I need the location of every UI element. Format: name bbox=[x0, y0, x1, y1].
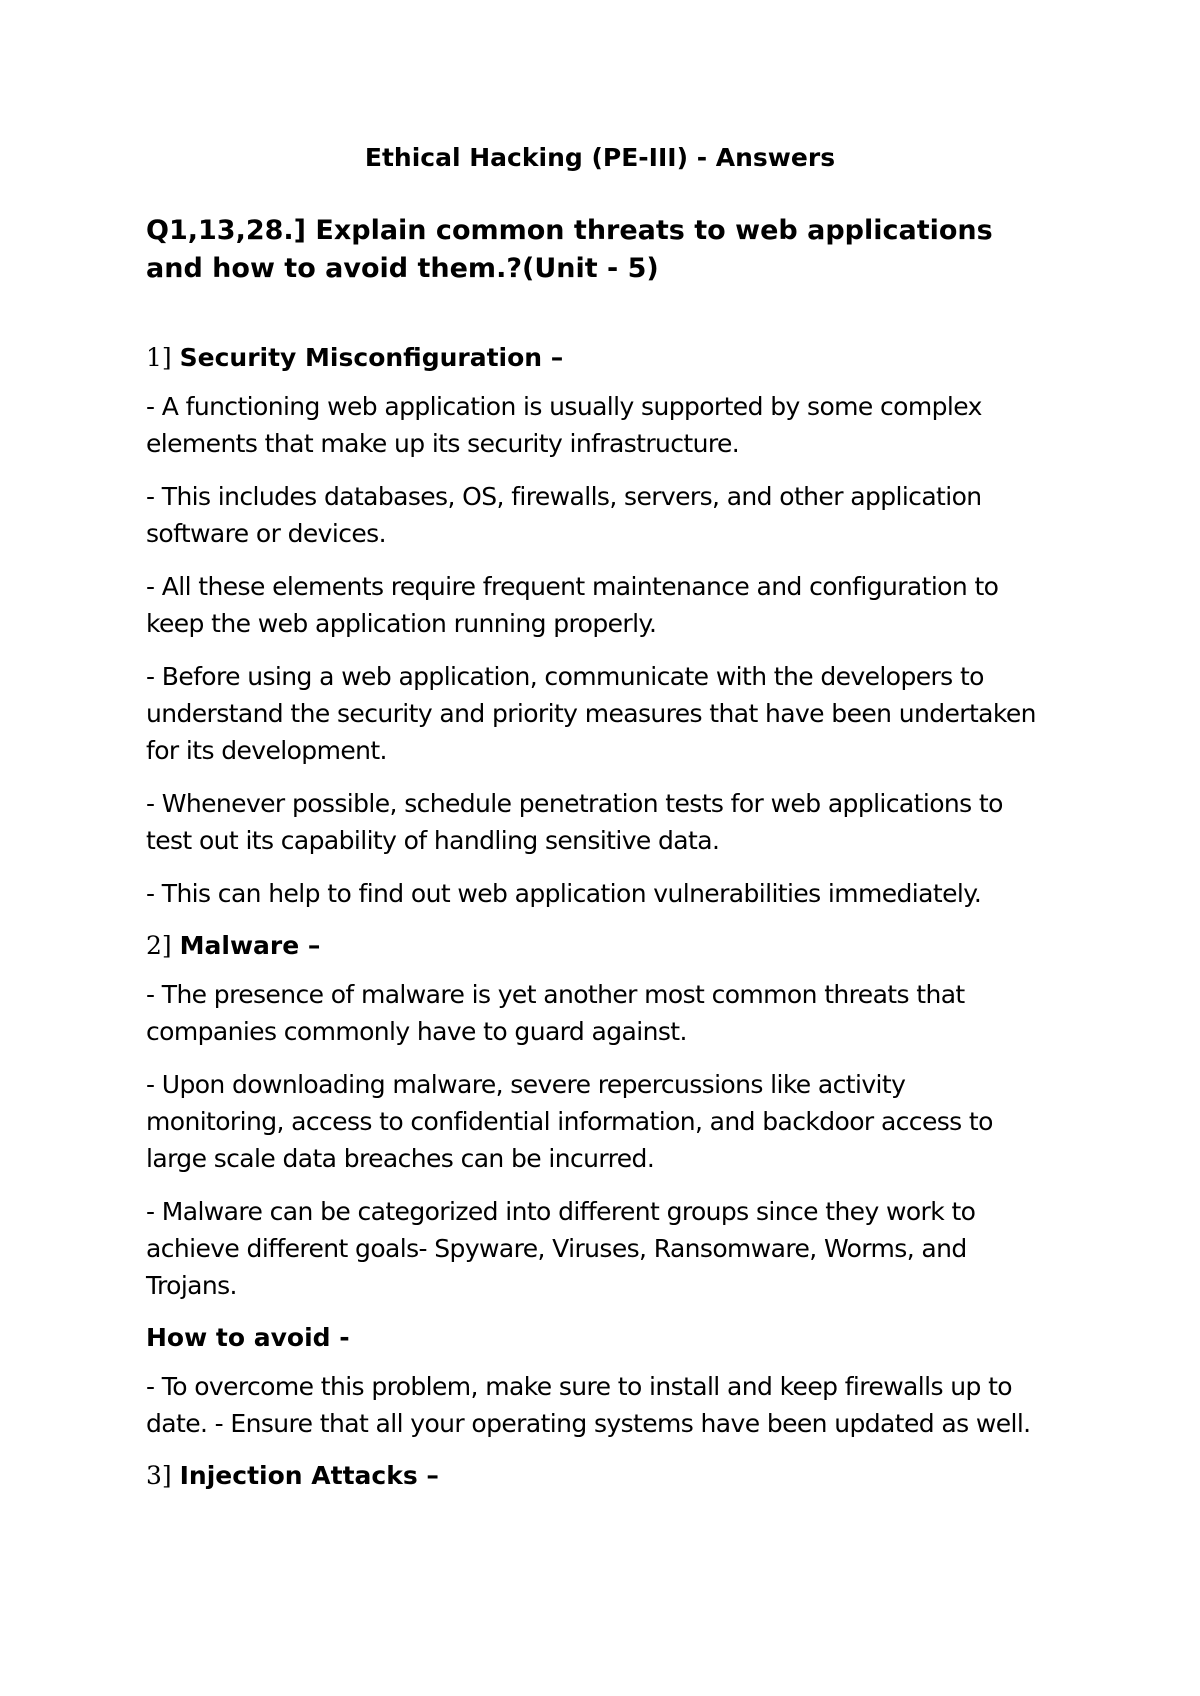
question-heading: Q1,13,28.] Explain common threats to web applications and how to avoid them.?(Unit - 5) bbox=[146, 215, 993, 284]
section-title: Security Misconfiguration – bbox=[179, 343, 564, 372]
paragraph: - Before using a web application, communicate with the developers to understand the security and priority measures that have been undertaken for its development. bbox=[146, 662, 1036, 765]
document-body bbox=[146, 140, 1046, 1506]
section-title: Injection Attacks – bbox=[179, 1461, 439, 1490]
paragraph: - To overcome this problem, make sure to install and keep firewalls up to date. - Ensure that all your operating systems have been updated as well. bbox=[146, 1372, 1031, 1438]
section-number: 1] bbox=[146, 343, 172, 372]
document-title: Ethical Hacking (PE-III) - Answers bbox=[364, 143, 836, 172]
section-number: 2] bbox=[146, 931, 172, 960]
section-heading bbox=[146, 1458, 1046, 1494]
paragraph: - This includes databases, OS, firewalls, servers, and other application software or devices. bbox=[146, 482, 982, 548]
how-to-avoid-heading: How to avoid - bbox=[146, 1323, 350, 1352]
paragraph: - Whenever possible, schedule penetration tests for web applications to test out its capability of handling sensitive data. bbox=[146, 789, 1003, 855]
paragraph: - Upon downloading malware, severe repercussions like activity monitoring, access to confidential information, and backdoor access to large scale data breaches can be incurred. bbox=[146, 1070, 993, 1173]
paragraph: - All these elements require frequent maintenance and configuration to keep the web application running properly. bbox=[146, 572, 999, 638]
section-heading bbox=[146, 340, 1046, 376]
paragraph: - Malware can be categorized into different groups since they work to achieve different goals- Spyware, Viruses, Ransomware, Worms, and Trojans. bbox=[146, 1197, 976, 1300]
paragraph: - The presence of malware is yet another most common threats that companies commonly have to guard against. bbox=[146, 980, 965, 1046]
paragraph: - This can help to find out web application vulnerabilities immediately. bbox=[146, 879, 982, 908]
section-title: Malware – bbox=[179, 931, 321, 960]
section-heading bbox=[146, 928, 1046, 964]
section-number: 3] bbox=[146, 1461, 172, 1490]
paragraph: - A functioning web application is usually supported by some complex elements that make up its security infrastructure. bbox=[146, 392, 982, 458]
